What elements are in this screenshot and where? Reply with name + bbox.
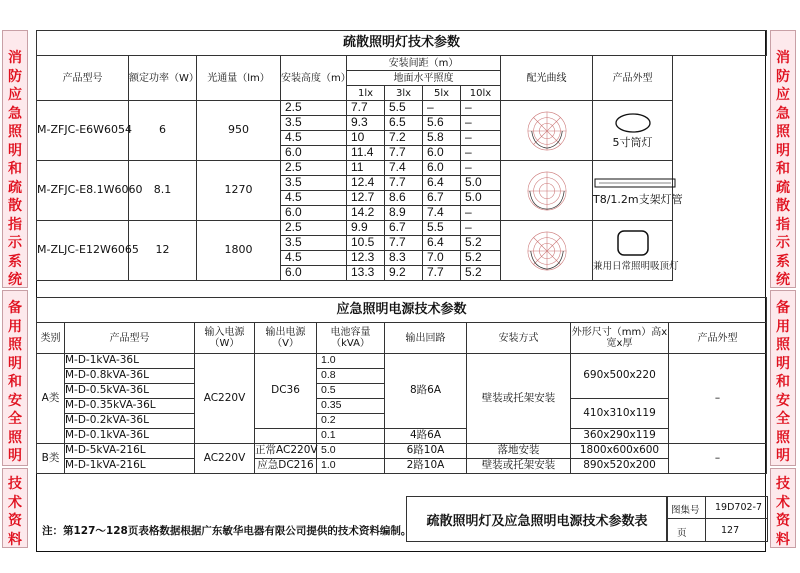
polar-curve-icon [518, 170, 576, 212]
cell: 7.7 [385, 236, 423, 251]
cell: 6.0 [281, 206, 347, 221]
cell: 2.5 [281, 101, 347, 116]
th-mount: 安装方式 [467, 323, 571, 354]
th-flux: 光通量（lm） [197, 56, 281, 101]
right-side-label-3: 技术资料 [776, 476, 790, 548]
class-a-circuit-1: 8路6A [385, 354, 467, 429]
supply-circuit: 6路10A [385, 444, 467, 459]
th-3lx: 3lx [385, 86, 423, 101]
cell: 12.4 [347, 176, 385, 191]
supply-circuit: 2路10A [385, 459, 467, 474]
th-10lx: 10lx [461, 86, 501, 101]
supply-capacity: 0.8 [317, 369, 385, 384]
cell: 8.3 [385, 251, 423, 266]
class-b-output-1: 正常AC220V [255, 444, 317, 459]
downlight-icon [613, 112, 653, 134]
cell: 5.0 [461, 191, 501, 206]
left-side-label-2: 备用照明和安全照明 [8, 300, 22, 464]
cell: – [461, 221, 501, 236]
cell: 8.9 [385, 206, 423, 221]
th-class: 类别 [37, 323, 65, 354]
supply-size: 890x520x200 [571, 459, 669, 474]
cell: 6.4 [423, 236, 461, 251]
light-distribution-curve [501, 101, 593, 161]
product-model: M-ZFJC-E8.1W6060 [37, 161, 129, 221]
cell: 4.5 [281, 191, 347, 206]
left-sidebar-section-3 [2, 468, 28, 548]
th-look: 产品外型 [593, 56, 673, 101]
supply-size: 1800x600x600 [571, 444, 669, 459]
class-a-size-3: 360x290x119 [571, 429, 669, 444]
cell: 7.0 [423, 251, 461, 266]
th-model: 产品型号 [65, 323, 195, 354]
cell: – [461, 131, 501, 146]
product-power: 6 [129, 101, 197, 161]
cell: 6.5 [385, 116, 423, 131]
left-side-label-3: 技术资料 [8, 476, 22, 548]
product-power: 8.1 [129, 161, 197, 221]
th-output: 输出电源（V） [255, 323, 317, 354]
product-power: 12 [129, 221, 197, 281]
class-a-output: DC36 [255, 354, 317, 429]
polar-curve-icon [518, 110, 576, 152]
class-a-size-1: 690x500x220 [571, 354, 669, 399]
tube-lamp-icon [593, 175, 677, 191]
product-look [593, 101, 673, 161]
cell: 12.3 [347, 251, 385, 266]
supply-model: M-D-1kVA-216L [65, 459, 195, 474]
th-capacity: 电池容量（kVA） [317, 323, 385, 354]
cell: 9.2 [385, 266, 423, 281]
class-a-output-blank [255, 429, 317, 444]
th-look: 产品外型 [669, 323, 767, 354]
class-b-output-2: 应急DC216 [255, 459, 317, 474]
cell: – [423, 101, 461, 116]
cell: 7.7 [385, 176, 423, 191]
supply-model: M-D-0.5kVA-36L [65, 384, 195, 399]
right-side-label-2: 备用照明和安全照明 [776, 300, 790, 464]
cell: 2.5 [281, 221, 347, 236]
luminaire-table [36, 30, 767, 281]
th-model: 产品型号 [37, 56, 129, 101]
cell: – [461, 101, 501, 116]
cell: 5.8 [423, 131, 461, 146]
cell: 8.6 [385, 191, 423, 206]
product-look-label: 5寸筒灯 [612, 136, 653, 149]
title-block [666, 496, 768, 542]
cell: 11 [347, 161, 385, 176]
cell: 3.5 [281, 116, 347, 131]
left-sidebar-section-1 [2, 30, 28, 288]
right-sidebar-section-3 [770, 468, 796, 548]
supply-capacity: 0.1 [317, 429, 385, 444]
cell: 4.5 [281, 131, 347, 146]
cell: – [461, 116, 501, 131]
class-a-label: A类 [37, 354, 65, 444]
class-a-circuit-2: 4路6A [385, 429, 467, 444]
th-level: 地面水平照度 [347, 71, 501, 86]
cell: 7.2 [385, 131, 423, 146]
polar-curve-icon [518, 230, 576, 272]
page-number: 127 [721, 525, 740, 536]
atlas-number: 19D702-7 [715, 502, 763, 513]
product-model: M-ZFJC-E6W6054 [37, 101, 129, 161]
cell: 3.5 [281, 236, 347, 251]
page-label: 页 [677, 528, 687, 539]
cell: 6.7 [423, 191, 461, 206]
th-height: 安装高度（m） [281, 56, 347, 101]
cell: 7.4 [385, 161, 423, 176]
class-a-mount: 壁装或托架安装 [467, 354, 571, 444]
th-size: 外形尺寸（mm）高x宽x厚 [571, 323, 669, 354]
supply-model: M-D-0.8kVA-36L [65, 369, 195, 384]
supply-mount: 落地安装 [467, 444, 571, 459]
cell: 7.7 [385, 146, 423, 161]
cell: 6.0 [423, 146, 461, 161]
cell: 7.7 [423, 266, 461, 281]
class-a-size-2: 410x310x119 [571, 399, 669, 429]
product-look [593, 161, 683, 221]
th-spacing: 安装间距（m） [347, 56, 501, 71]
cell: 13.3 [347, 266, 385, 281]
cell: 5.6 [423, 116, 461, 131]
right-side-label-1: 消防应急照明和疏散指示系统 [776, 50, 790, 288]
light-distribution-curve [501, 161, 593, 221]
supply-mount: 壁装或托架安装 [467, 459, 571, 474]
product-flux: 1800 [197, 221, 281, 281]
cell: 9.9 [347, 221, 385, 236]
light-distribution-curve [501, 221, 593, 281]
th-1lx: 1lx [347, 86, 385, 101]
supply-capacity: 1.0 [317, 459, 385, 474]
right-sidebar-section-1 [770, 30, 796, 288]
th-curve: 配光曲线 [501, 56, 593, 101]
product-flux: 1270 [197, 161, 281, 221]
cell: 5.2 [461, 236, 501, 251]
cell: – [461, 206, 501, 221]
left-sidebar-section-2 [2, 290, 28, 466]
cell: – [461, 146, 501, 161]
right-sidebar-section-2 [770, 290, 796, 466]
th-5lx: 5lx [423, 86, 461, 101]
cell: 10.5 [347, 236, 385, 251]
cell: 5.5 [423, 221, 461, 236]
class-a-input: AC220V [195, 354, 255, 444]
supply-capacity: 0.35 [317, 399, 385, 414]
supply-model: M-D-5kVA-216L [65, 444, 195, 459]
cell: 10 [347, 131, 385, 146]
supply-capacity: 0.5 [317, 384, 385, 399]
class-a-look: – [669, 354, 767, 444]
cell: 6.0 [281, 146, 347, 161]
supply-model: M-D-1kVA-36L [65, 354, 195, 369]
sheet-title: 疏散照明灯及应急照明电源技术参数表 [406, 496, 668, 542]
cell: 3.5 [281, 176, 347, 191]
footnote: 注：第127～128页表格数据根据广东敏华电器有限公司提供的技术资料编制。 [42, 525, 412, 537]
cell: 5.2 [461, 266, 501, 281]
cell: 6.0 [423, 161, 461, 176]
cell: 6.7 [385, 221, 423, 236]
product-look-label: 兼用日常照明吸顶灯 [593, 260, 679, 272]
cell: 5.5 [385, 101, 423, 116]
supply-capacity: 0.2 [317, 414, 385, 429]
supply-model: M-D-0.2kVA-36L [65, 414, 195, 429]
cell: 2.5 [281, 161, 347, 176]
atlas-label: 图集号 [671, 505, 700, 516]
cell: 6.0 [281, 266, 347, 281]
table2-title: 应急照明电源技术参数 [37, 298, 767, 323]
cell: 5.0 [461, 176, 501, 191]
table1-title: 疏散照明灯技术参数 [37, 31, 767, 56]
th-circuit: 输出回路 [385, 323, 467, 354]
class-b-look: – [669, 444, 767, 474]
cell: 5.2 [461, 251, 501, 266]
supply-capacity: 1.0 [317, 354, 385, 369]
cell: – [461, 161, 501, 176]
product-look [593, 221, 679, 281]
cell: 7.4 [423, 206, 461, 221]
th-input: 输入电源（W） [195, 323, 255, 354]
class-b-input: AC220V [195, 444, 255, 474]
cell: 7.7 [347, 101, 385, 116]
cell: 6.4 [423, 176, 461, 191]
th-power: 额定功率（W） [129, 56, 197, 101]
supply-capacity: 5.0 [317, 444, 385, 459]
left-side-label-1: 消防应急照明和疏散指示系统 [8, 50, 22, 288]
cell: 4.5 [281, 251, 347, 266]
cell: 9.3 [347, 116, 385, 131]
cell: 12.7 [347, 191, 385, 206]
cell: 14.2 [347, 206, 385, 221]
ceiling-lamp-icon [615, 229, 651, 257]
supply-model: M-D-0.1kVA-36L [65, 429, 195, 444]
product-flux: 950 [197, 101, 281, 161]
product-model: M-ZLJC-E12W6065 [37, 221, 129, 281]
product-look-label: T8/1.2m支架灯管 [593, 193, 683, 206]
supply-model: M-D-0.35kVA-36L [65, 399, 195, 414]
class-b-label: B类 [37, 444, 65, 474]
cell: 11.4 [347, 146, 385, 161]
power-supply-table [36, 297, 767, 474]
